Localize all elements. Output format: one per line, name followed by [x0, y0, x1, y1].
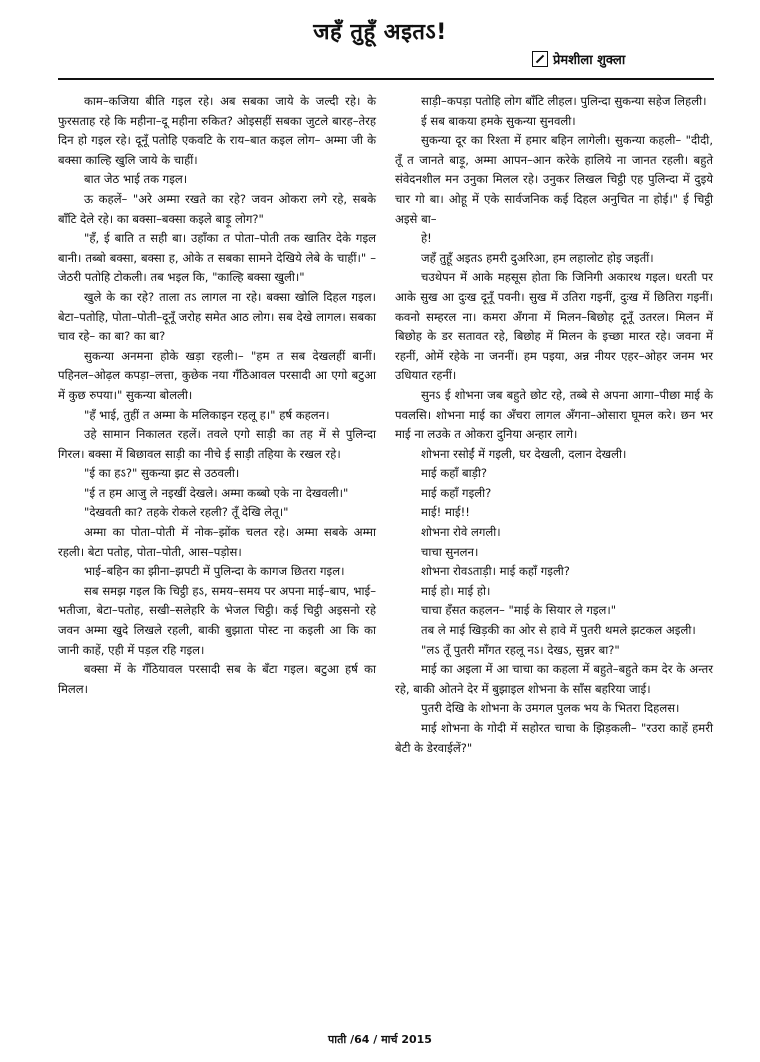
- byline: [532, 50, 625, 68]
- paragraph: सब समझ गइल कि चिट्ठी हऽ, समय–समय पर अपना माई–बाप, भाई–भतीजा, बेटा–पतोह, सखी–सलेहरि के भेजल चिट्ठी। कई चिट्ठी अइसनो रहे जवन अम्मा खुदे लिखले रहली, बाकी बुझाता पोस्ट ना कइली आ कि का जानी काहें, एही में पड़ल रहि गइल।: [58, 583, 376, 657]
- paragraph: माई शोभना के गोदी में सहोरत चाचा के झिड़कली– "रउरा काहें हमरी बेटी के डेरवाईलें?": [395, 721, 713, 755]
- paragraph: माई कहाँ गइली?: [421, 485, 492, 500]
- paragraph: शोभना रसोईं में गइली, घर देखली, दलान देखली।: [421, 446, 627, 461]
- paragraph: सुकन्या दूर का रिश्ता में हमार बहिन लागेली। सुकन्या कहली– "दीदी, तूँ त जानते बाड़ू, अम्मा आपन–आन करेके हालिये ना जानत रहली। बहुते संवेदनशील मन उनुका मिलल रहे। उनुकर लिखल चिट्ठी एह पुलिन्दा में दुइये चार गो बा। ओहू में एके सार्वजनिक कई दिहल अनुचित ना होई।" ई चिट्ठी अइसे बा–: [395, 133, 713, 226]
- paragraph: अम्मा का पोता–पोती में नोक–झोंक चलत रहे। अम्मा सबके अम्मा रहली। बेटा पतोह, पोता–पोती, आस–पड़ोस।: [58, 525, 376, 559]
- pen-icon: [532, 51, 548, 67]
- paragraph: शोभना रोवे लगली।: [421, 525, 501, 540]
- paragraph: "ई का हऽ?" सुकन्या झट से उठवली।: [84, 466, 240, 481]
- paragraph: माई! माई!!: [421, 505, 470, 520]
- paragraph: तब ले माई खिड़की का ओर से हावे में पुतरी थमले झटकल अइली।: [421, 623, 696, 638]
- paragraph: "हँ, ई बाति त सही बा। उहाँका त पोता–पोती तक खातिर देके गइल बानी। तब्बो बक्सा, बक्सा ह, ओके त सबका सामने देखिये लेबे के चाहीं।" – जेठरी पतोहि टोकली। तब भइल कि, "काल्हि बक्सा खुली।": [58, 231, 376, 285]
- paragraph: बक्सा में के गँठियावल परसादी सब के बँटा गइल। बटुआ हर्ष का मिलल।: [58, 662, 376, 696]
- paragraph: माई का अइला में आ चाचा का कहला में बहुते–बहुते कम देर के अन्तर रहे, बाकी ओतने देर में बुझाइल शोभना के साँस बहरिया जाई।: [395, 662, 713, 696]
- right-column: [395, 92, 713, 758]
- paragraph: बात जेठ भाई तक गइल।: [84, 172, 188, 187]
- paragraph: "हँ भाई, तुहीं त अम्मा के मलिकाइन रहलू ह।" हर्ष कहलन।: [84, 407, 330, 422]
- paragraph: सुकन्या अनमना होके खड़ा रहली।– "हम त सब देखलहीं बानीं। पहिनल–ओढ़ल कपड़ा–लत्ता, कुछेक नया गँठिआवल परसादी आ एगो बटुआ में कुछ रुपया।" सुकन्या बोलली।: [58, 348, 376, 402]
- paragraph: "ई त हम आजु ले नइखीं देखले। अम्मा कब्बो एके ना देखवली।": [84, 485, 349, 500]
- paragraph: हे!: [421, 231, 432, 246]
- paragraph: सुनऽ ई शोभना जब बहुते छोट रहे, तब्बे से अपना आगा–पीछा माई के पवलसि। शोभना माई का अँचरा लागल अँगना–ओसारा घूमल करे। छन भर माई ना लउके त ओकरा दुनिया अन्हार लागे।: [395, 387, 713, 442]
- header-divider: [58, 78, 714, 80]
- paragraph: जहँ तुहूँ अइतऽ हमरी दुअरिआ, हम लहालोट होइ जइतीं।: [421, 250, 654, 265]
- author-name: प्रेमशीला शुक्ला: [553, 53, 626, 68]
- paragraph: ई सब बाकया हमके सुकन्या सुनवली।: [421, 113, 576, 128]
- paragraph: "लऽ तूँ पुतरी माँगत रहलू नऽ। देखऽ, सुन्नर बा?": [421, 642, 620, 657]
- left-column: [58, 92, 376, 699]
- page-footer: पाती /64 / मार्च 2015: [328, 1033, 432, 1046]
- paragraph: शोभना रोवऽताड़ी। माई कहाँ गइली?: [421, 564, 570, 579]
- paragraph: ऊ कहलें– "अरे अम्मा रखते का रहे? जवन ओकरा लगे रहे, सबके बाँटि देले रहे। का बक्सा–बक्सा कइले बाड़ू लोग?": [58, 191, 376, 226]
- paragraph: "देखवती का? तहके रोकले रहली? तूँ देखि लेतू।": [84, 505, 289, 520]
- paragraph: खुले के का रहे? ताला तऽ लागल ना रहे। बक्सा खोलि दिहल गइल। बेटा–पतोहि, पोता–पोती–दूनूँ जरोह समेत आठ लोग। सब देखे लागल। सबका चाव रहे– का बा? का बा?: [58, 289, 376, 344]
- paragraph: भाई–बहिन का झीना–झपटी में पुलिन्दा के कागज छितरा गइल।: [84, 564, 345, 579]
- paragraph: चाचा हँसत कहलन– "माई के सियार ले गइल।": [421, 603, 617, 618]
- paragraph: पुतरी देखि के शोभना के उमगल पुलक भय के भितरा दिहलस।: [421, 701, 680, 716]
- paragraph: माई कहाँ बाड़ी?: [421, 466, 488, 481]
- paragraph: साड़ी–कपड़ा पतोहि लोग बाँटि लीहल। पुलिन्दा सुकन्या सहेज लिहली।: [421, 94, 707, 108]
- paragraph: उहे सामान निकालत रहलें। तवले एगो साड़ी का तह में से पुलिन्दा गिरल। बक्सा में बिछावल साड़ी का नीचे ई साड़ी तहिया के रखल रहे।: [58, 427, 376, 461]
- paragraph: चाचा सुनलन।: [421, 544, 479, 559]
- article-title: जहँ तुहूँ अइतऽ!: [313, 20, 447, 45]
- paragraph: चउथेपन में आके महसूस होता कि जिनिगी अकारथ गइल। धरती पर आके सुख आ दुःख दूनूँ पवनी। सुख में उतिरा गइनीं, दुःख में छितिरा गइनीं। कवनो सम्हरल ना। कमरा अँगना में मिलन–बिछोह दूनूँ उतरल। मिलन में बिछोह के डर सतावत रहे, बिछोह में मिलन के इच्छा मारत रहे। जवना में रहनीं, ओमें रहेके ना जननीं। हम पइया, अन्न नीयर एहर–ओहर जनम भर उधियात रहनीं।: [395, 270, 713, 383]
- paragraph: काम–कजिया बीति गइल रहे। अब सबका जाये के जल्दी रहे। के फुरसताह रहे कि महीना–दू महीना रुकित? ओइसहीं सबका जुटले बारह–तेरह दिन हो गइल रहे। दूनूँ पतोहि एकवटि के राय–बात कइल लोग– अम्मा जी के बक्सा काल्हि खुलि जाये के चाहीं।: [58, 94, 376, 167]
- paragraph: माई हो। माई हो।: [421, 583, 491, 598]
